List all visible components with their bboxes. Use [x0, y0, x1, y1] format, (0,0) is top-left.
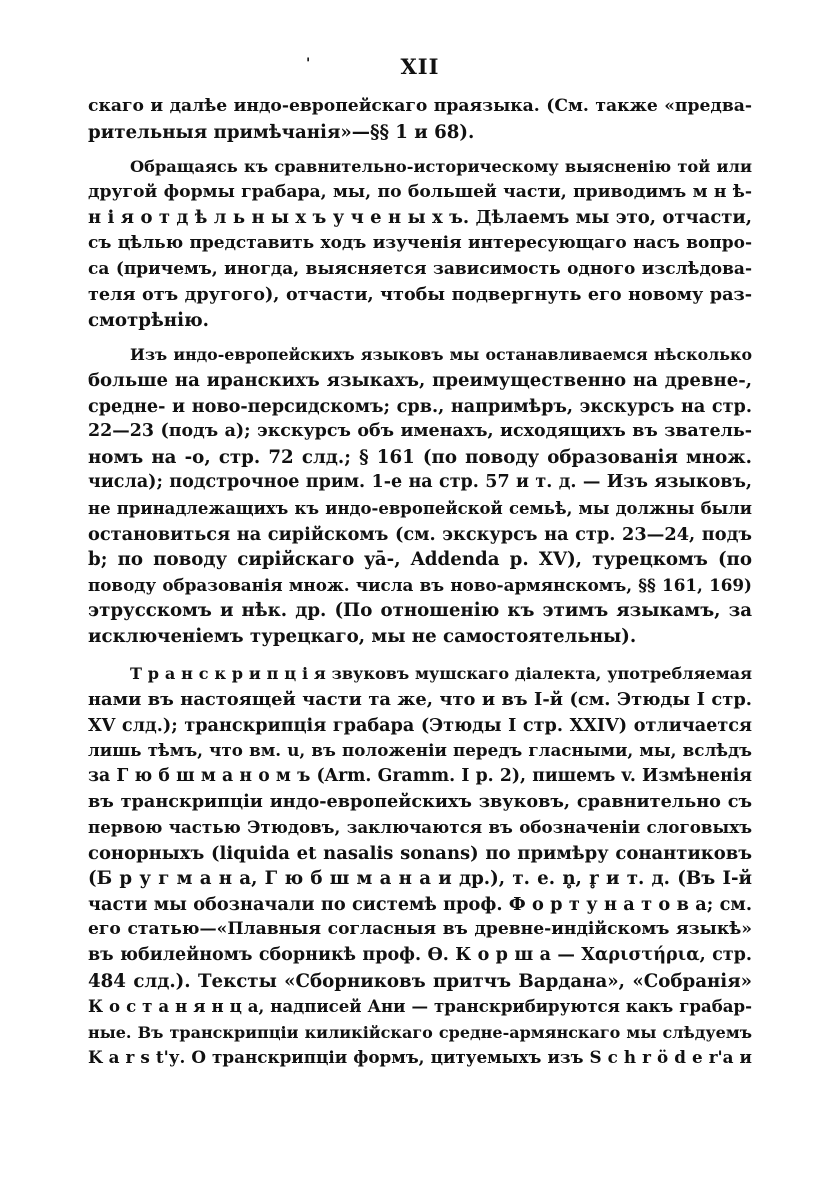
text-line: Изъ индо-европейскихъ языковъ мы останавливаемся нѣсколько: [130, 345, 752, 365]
text-line: н і я о т д ѣ л ь н ы х ъ у ч е н ы х ъ. Дѣлаемъ мы это, отчасти,: [88, 207, 752, 229]
paragraph: [88, 342, 752, 649]
text-line: не принадлежащихъ къ индо-европейской семьѣ, мы должны были: [88, 498, 752, 518]
text-line: номъ на -о, стр. 72 слд.; § 161 (по поводу образованія множ.: [88, 446, 752, 468]
body-text: [88, 94, 752, 1071]
paragraph: [88, 154, 752, 333]
text-line: въ юбилейномъ сборникѣ проф. Ѳ. К о р ш а — Χαριστήρια, стр.: [88, 945, 752, 965]
text-line: лишь тѣмъ, что вм. u, въ положеніи передъ гласными, мы, вслѣдъ: [88, 740, 752, 761]
paragraph: [88, 661, 752, 1071]
text-line: 484 слд.). Тексты «Сборниковъ притчъ Вардана», «Собранія»: [88, 970, 752, 992]
text-line: средне- и ново-персидскомъ; срв., напримѣръ, экскурсъ на стр.: [88, 395, 752, 417]
text-line: за Г ю б ш м а н о м ъ (Arm. Gramm. I p. 2), пишемъ v. Измѣненія: [88, 765, 752, 786]
text-line: первою частью Этюдовъ, заключаются въ обозначеніи слоговыхъ: [88, 817, 752, 838]
text-line: скаго и далѣе индо-европейскаго праязыка. (См. также «предва-: [88, 96, 752, 116]
text-line: остановиться на сирійскомъ (см. экскурсъ на стр. 23—24, подъ: [88, 523, 752, 545]
text-line: (Б р у г м а н а, Г ю б ш м а н а и др.), т. е. n̥, r̥ и т. д. (Въ I-й: [88, 868, 752, 890]
text-line: K a r s t'у. О транскрипціи формъ, цитуемыхъ изъ S c h r ö d e r'а и: [88, 1047, 752, 1068]
text-line: больше на иранскихъ языкахъ, преимущественно на древне-,: [88, 369, 752, 391]
page-tick-mark: ': [306, 56, 312, 72]
page-number: [0, 54, 840, 79]
text-line: К о с т а н я н ц а, надписей Ани — транскрибируются какъ грабар-: [88, 996, 752, 1017]
text-line: этрусскомъ и нѣк. др. (По отношенію къ этимъ языкамъ, за: [88, 600, 752, 622]
text-line: части мы обозначали по системѣ проф. Ф о р т у н а т о в а; см.: [88, 893, 752, 915]
text-line: исключеніемъ турецкаго, мы не самостоятельны).: [88, 625, 637, 647]
text-line: b; по поводу сирійскаго yā-, Addenda p. XV), турецкомъ (по: [88, 549, 752, 571]
text-line: теля отъ другого), отчасти, чтобы подвергнуть его новому раз-: [88, 284, 752, 306]
text-line: смотрѣнію.: [88, 309, 209, 331]
text-line: Обращаясь къ сравнительно-историческому выясненію той или: [130, 157, 752, 177]
text-line: ные. Въ транскрипціи киликійскаго средне-армянскаго мы слѣдуемъ: [88, 1022, 752, 1042]
text-line: нами въ настоящей части та же, что и въ I-й (см. Этюды I стр.: [88, 689, 752, 711]
text-line: его статью—«Плавныя согласныя въ древне-индійскомъ языкѣ»: [88, 919, 752, 940]
text-line: са (причемъ, иногда, выясняется зависимость одного изслѣдова-: [88, 258, 752, 279]
text-line: въ транскрипціи индо-европейскихъ звуковъ, сравнительно съ: [88, 791, 752, 813]
text-line: числа); подстрочное прим. 1-е на стр. 57 и т. д. — Изъ языковъ,: [88, 472, 752, 493]
text-line: Т р а н с к р и п ц і я звуковъ мушскаго діалекта, употребляемая: [130, 664, 752, 684]
text-line: 22—23 (подъ а); экскурсъ объ именахъ, исходящихъ въ зватель-: [88, 421, 752, 442]
page-number-text: XII: [400, 54, 440, 79]
text-line: поводу образованія множ. числа въ ново-армянскомъ, §§ 161, 169): [88, 574, 752, 595]
text-line: другой формы грабара, мы, по большей части, приводимъ м н ѣ-: [88, 181, 752, 202]
text-line: XV слд.); транскрипція грабара (Этюды I стр. XXIV) отличается: [88, 714, 752, 736]
paragraph: [88, 94, 752, 145]
text-line: рительныя примѣчанія»—§§ 1 и 68).: [88, 121, 475, 143]
text-line: сонорныхъ (liquida et nasalis sonans) по примѣру сонантиковъ: [88, 842, 752, 864]
text-line: съ цѣлью представить ходъ изученія интересующаго насъ вопро-: [88, 232, 752, 253]
